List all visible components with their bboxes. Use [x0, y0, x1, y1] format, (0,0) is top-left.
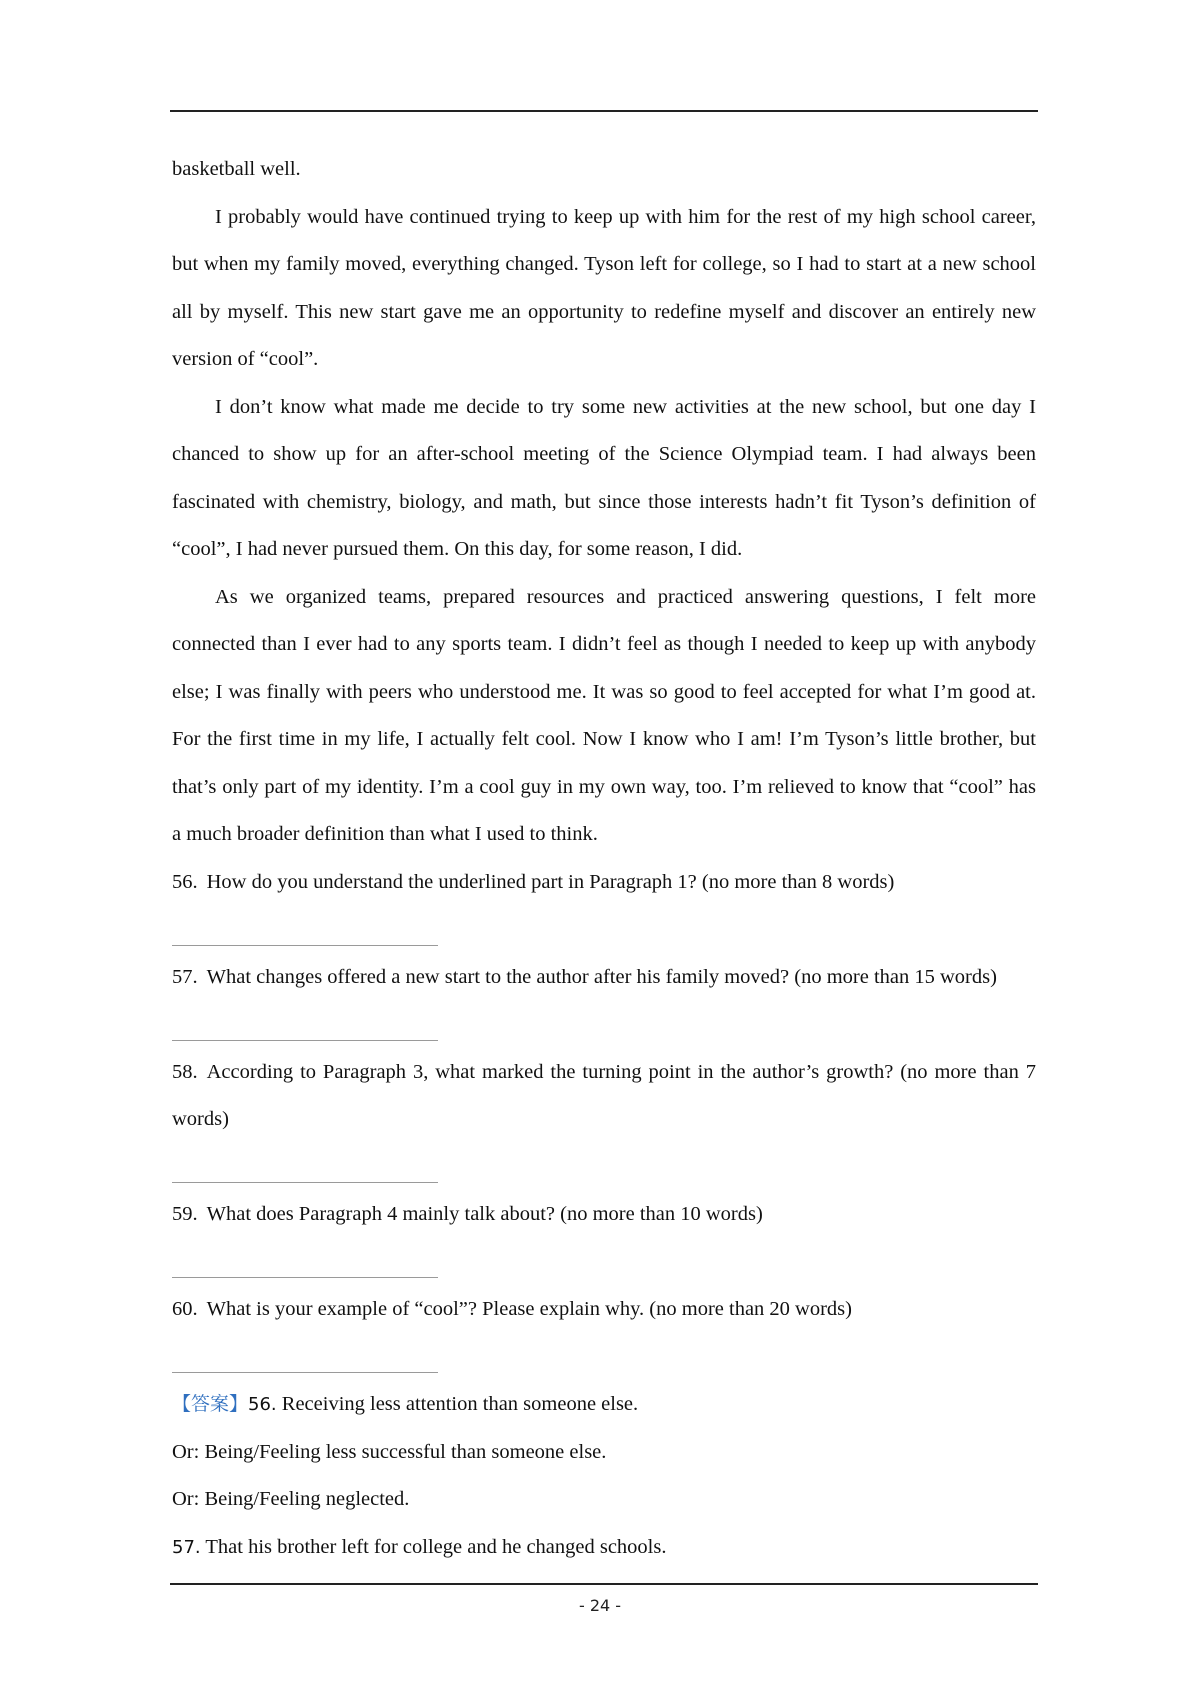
answer-blank-60[interactable] [172, 1334, 438, 1382]
question-57 [172, 954, 1036, 1002]
question-60 [172, 1286, 1036, 1334]
answer-alternative: Or: Being/Feeling less successful than someone else. [172, 1440, 607, 1463]
answer-text: Receiving less attention than someone else. [276, 1393, 639, 1415]
answer-text: That his brother left for college and he changed schools. [200, 1535, 667, 1558]
question-59 [172, 1191, 1036, 1239]
answer-tag: 【答案】 [172, 1393, 249, 1415]
question-number: 57. [172, 965, 198, 988]
answer-57 [172, 1524, 1036, 1572]
question-text: What is your example of “cool”? Please explain why. (no more than 20 words) [206, 1298, 852, 1320]
question-number: 58. [172, 1060, 198, 1083]
question-text: What does Paragraph 4 mainly talk about? (no more than 10 words) [206, 1203, 763, 1225]
answer-alternative: Or: Being/Feeling neglected. [172, 1488, 410, 1510]
answer-blank-59[interactable] [172, 1239, 438, 1287]
question-number: 56. [172, 870, 198, 893]
answer-blank-56[interactable] [172, 906, 438, 954]
question-text: According to Paragraph 3, what marked the turning point in the author’s growth? (no more than 7 words) [172, 1060, 1036, 1130]
answer-blank-58[interactable] [172, 1144, 438, 1192]
passage-paragraph: I probably would have continued trying to keep up with him for the rest of my high school career, but when my family moved, everything changed. Tyson left for college, so I had to start at a new school all by myself. This new start gave me an opportunity to redefine myself and discover an entirely new version of “cool”. [172, 205, 1036, 370]
passage-fragment: basketball well. [172, 158, 301, 180]
answer-56 [172, 1381, 1036, 1429]
header-rule [170, 110, 1038, 112]
question-text: What changes offered a new start to the author after his family moved? (no more than 15 words) [206, 965, 997, 988]
footer-rule [170, 1583, 1038, 1585]
answer-number: 56. [248, 1394, 277, 1415]
document-body [172, 146, 1036, 1571]
question-number: 59. [172, 1203, 198, 1225]
answer-number: 57. [172, 1536, 201, 1558]
page-number: - 24 - [578, 1596, 622, 1615]
question-text: How do you understand the underlined part in Paragraph 1? (no more than 8 words) [206, 870, 895, 893]
question-56 [172, 859, 1036, 907]
question-58 [172, 1049, 1036, 1144]
passage-paragraph: I don’t know what made me decide to try some new activities at the new school, but one day I chanced to show up for an after-school meeting of the Science Olympiad team. I had always been fascinated with chemistry, biology, and math, but since those interests hadn’t fit Tyson’s definition of “cool”, I had never pursued them. On this day, for some reason, I did. [172, 395, 1036, 560]
question-number: 60. [172, 1298, 198, 1320]
passage-paragraph: As we organized teams, prepared resources and practiced answering questions, I felt more connected than I ever had to any sports team. I didn’t feel as though I needed to keep up with anybody else; I was finally with peers who understood me. It was so good to feel accepted for what I’m good at. For the first time in my life, I actually felt cool. Now I know who I am! I’m Tyson’s little brother, but that’s only part of my identity. I’m a cool guy in my own way, too. I’m relieved to know that “cool” has a much broader definition than what I used to think. [172, 585, 1036, 845]
answer-blank-57[interactable] [172, 1001, 438, 1049]
